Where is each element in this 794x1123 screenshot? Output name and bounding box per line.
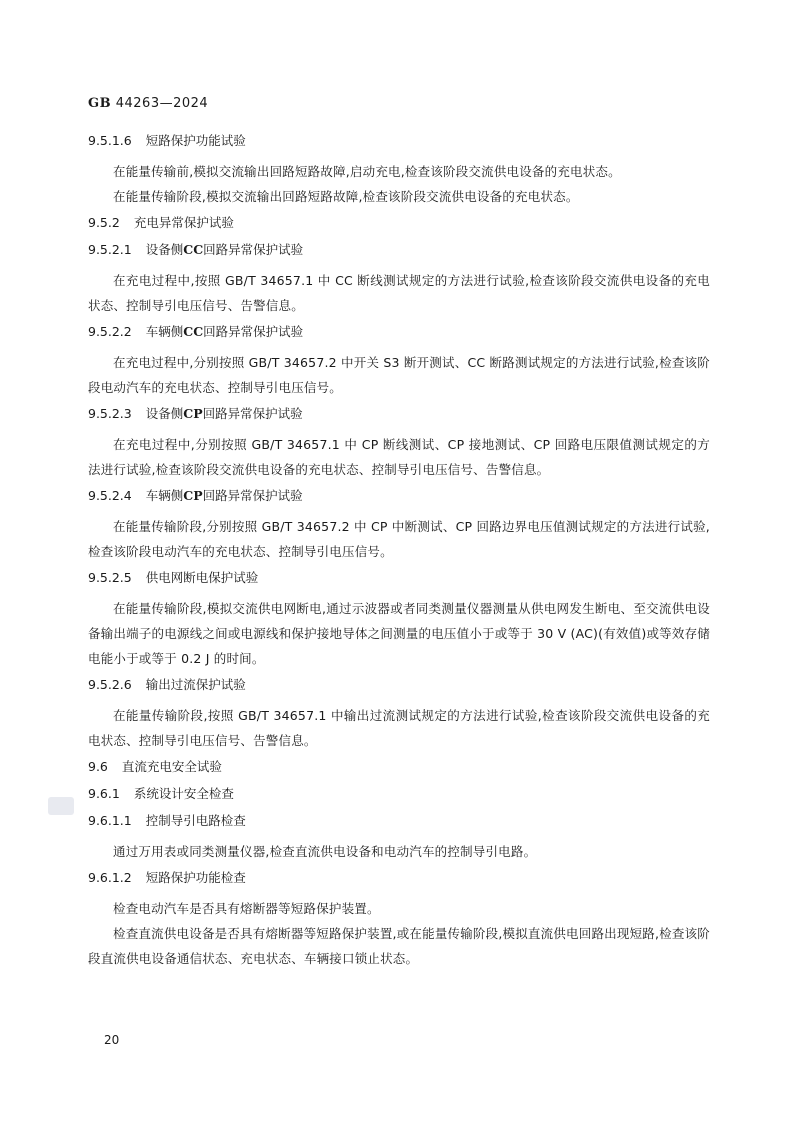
- section-heading: [88, 676, 710, 694]
- section-title: 系统设计安全检查: [133, 786, 234, 801]
- section-title-post: 回路异常保护试验: [202, 488, 303, 503]
- section-number: 9.6.1.2: [88, 870, 132, 885]
- paragraph: 检查电动汽车是否具有熔断器等短路保护装置。: [113, 901, 380, 916]
- section-number: 9.6.1.1: [88, 813, 132, 828]
- section-title: 供电网断电保护试验: [145, 570, 259, 585]
- standard-number: 44263—2024: [115, 96, 209, 111]
- section-heading: [88, 214, 710, 232]
- section-heading: [88, 405, 710, 423]
- section-title: 控制导引电路检查: [145, 813, 246, 828]
- page-header: [88, 96, 208, 111]
- watermark-logo: [48, 797, 74, 815]
- section-title: 短路保护功能试验: [145, 133, 246, 148]
- section-title: 直流充电安全试验: [121, 759, 222, 774]
- section-title-pre: 车辆侧: [145, 488, 184, 503]
- paragraph: 在能量传输阶段,分别按照 GB/T 34657.2 中 CP 中断测试、CP 回路边界电压值测试规定的方法进行试验,检查该阶段电动汽车的充电状态、控制导引电压信号。: [88, 519, 710, 559]
- document-body: [88, 132, 710, 976]
- section-heading: [88, 323, 710, 341]
- section-title-pre: 设备侧: [145, 406, 184, 421]
- section-number: 9.5.2.3: [88, 406, 132, 421]
- paragraph: 通过万用表或同类测量仪器,检查直流供电设备和电动汽车的控制导引电路。: [113, 844, 537, 859]
- section-title: 输出过流保护试验: [145, 677, 246, 692]
- section-title-post: 回路异常保护试验: [202, 406, 303, 421]
- section-heading: [88, 241, 710, 259]
- section-title-pre: 车辆侧: [145, 324, 184, 339]
- section-number: 9.6.1: [88, 786, 120, 801]
- section-number: 9.5.2.4: [88, 488, 132, 503]
- section-title-code: CP: [183, 488, 203, 503]
- section-number: 9.5.2.5: [88, 570, 132, 585]
- paragraph: 在能量传输阶段,模拟交流输出回路短路故障,检查该阶段交流供电设备的充电状态。: [113, 189, 579, 204]
- section-title-code: CC: [183, 324, 204, 339]
- section-title-code: CC: [183, 242, 204, 257]
- section-heading: [88, 132, 710, 150]
- paragraph: 在充电过程中,按照 GB/T 34657.1 中 CC 断线测试规定的方法进行试验,检查该阶段交流供电设备的充电状态、控制导引电压信号、告警信息。: [88, 273, 710, 313]
- section-heading: [88, 869, 710, 887]
- section-title-post: 回路异常保护试验: [203, 324, 304, 339]
- section-heading: [88, 569, 710, 587]
- standard-prefix: GB: [88, 96, 112, 111]
- section-heading: [88, 758, 710, 776]
- page-number: 20: [104, 1033, 120, 1047]
- section-title-post: 回路异常保护试验: [203, 242, 304, 257]
- section-number: 9.6: [88, 759, 108, 774]
- section-number: 9.5.2.2: [88, 324, 132, 339]
- section-title: 短路保护功能检查: [145, 870, 246, 885]
- paragraph: 检查直流供电设备是否具有熔断器等短路保护装置,或在能量传输阶段,模拟直流供电回路出现短路,检查该阶段直流供电设备通信状态、充电状态、车辆接口锁止状态。: [88, 926, 710, 966]
- paragraph: 在能量传输前,模拟交流输出回路短路故障,启动充电,检查该阶段交流供电设备的充电状态。: [113, 164, 621, 179]
- section-number: 9.5.2.1: [88, 242, 132, 257]
- section-title-code: CP: [183, 406, 203, 421]
- paragraph: 在能量传输阶段,按照 GB/T 34657.1 中输出过流测试规定的方法进行试验,检查该阶段交流供电设备的充电状态、控制导引电压信号、告警信息。: [88, 708, 710, 748]
- section-heading: [88, 812, 710, 830]
- section-title-pre: 设备侧: [145, 242, 184, 257]
- paragraph: 在能量传输阶段,模拟交流供电网断电,通过示波器或者同类测量仪器测量从供电网发生断电、至交流供电设备输出端子的电源线之间或电源线和保护接地导体之间测量的电压值小于或等于 30 V (AC)(有效值)或等效存储电能小于或等于 0.2 J 的时间。: [88, 601, 710, 666]
- section-number: 9.5.1.6: [88, 133, 132, 148]
- section-number: 9.5.2.6: [88, 677, 132, 692]
- paragraph: 在充电过程中,分别按照 GB/T 34657.1 中 CP 断线测试、CP 接地测试、CP 回路电压限值测试规定的方法进行试验,检查该阶段交流供电设备的充电状态、控制导引电压信号、告警信息。: [88, 437, 710, 477]
- section-heading: [88, 785, 710, 803]
- paragraph: 在充电过程中,分别按照 GB/T 34657.2 中开关 S3 断开测试、CC 断路测试规定的方法进行试验,检查该阶段电动汽车的充电状态、控制导引电压信号。: [88, 355, 710, 395]
- section-title: 充电异常保护试验: [133, 215, 234, 230]
- section-heading: [88, 487, 710, 505]
- section-number: 9.5.2: [88, 215, 120, 230]
